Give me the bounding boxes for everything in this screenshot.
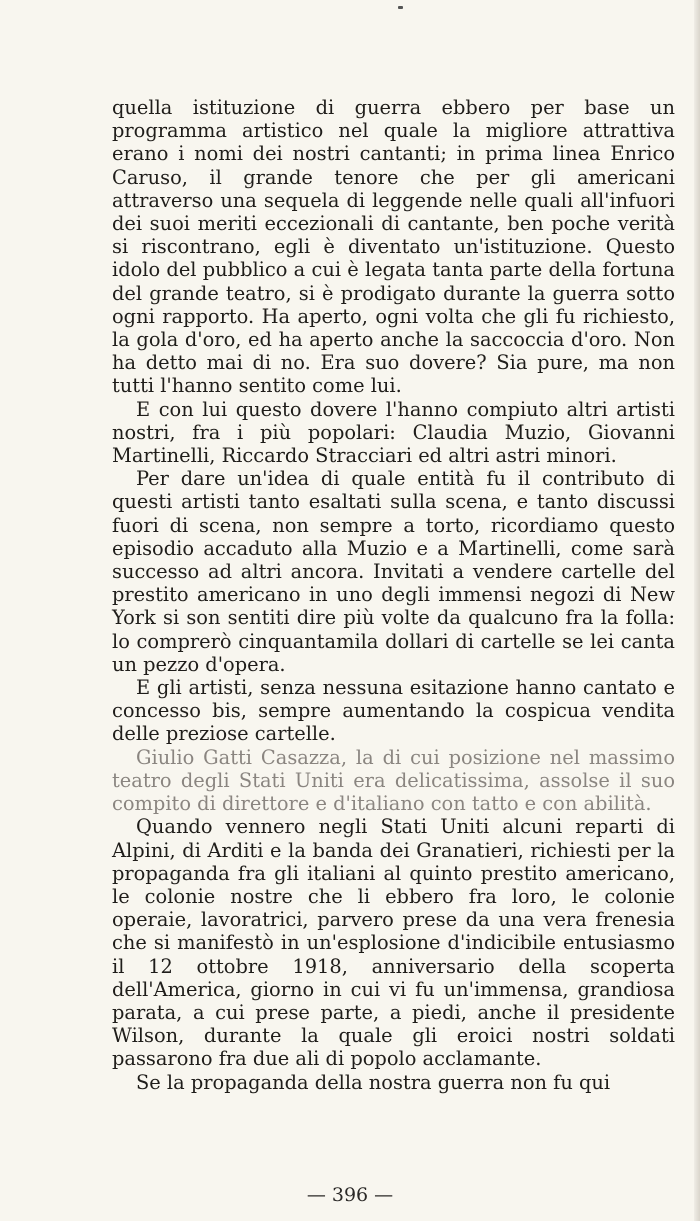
printer-mark [398, 6, 403, 9]
page-number: — 396 — [306, 1184, 394, 1206]
paragraph-3: Per dare un'idea di quale entità fu il contributo di questi artisti tanto esaltati sulla scena, e tanto discussi fuori di scena, non sempre a torto, ricordiamo questo episodio accaduto alla Muzio e a Martinelli, come sarà successo ad altri ancora. Invitati a vendere cartelle del prestito americano in uno degli immensi negozi di New York si son sentiti dire più volte da qualcuno fra la folla: lo comprerò cinquantamila dollari di cartelle se lei canta un pezzo d'opera. [112, 467, 675, 676]
paragraph-2: E con lui questo dovere l'hanno compiuto altri artisti nostri, fra i più popolari: Claudia Muzio, Giovanni Martinelli, Riccardo Stracciari ed altri astri minori. [112, 397, 675, 468]
body-text [112, 96, 675, 1094]
paragraph-5: Giulio Gatti Casazza, la di cui posizione nel massimo teatro degli Stati Uniti era delicatissima, assolse il suo compito di direttore e d'italiano con tatto e con abilità. [112, 745, 675, 816]
paragraph-4: E gli artisti, senza nessuna esitazione hanno cantato e concesso bis, sempre aumentando la cospicua vendita delle preziose cartelle. [112, 676, 675, 746]
paragraph-6: Quando vennero negli Stati Uniti alcuni reparti di Alpini, di Arditi e la banda dei Granatieri, richiesti per la propaganda fra gli italiani al quinto prestito americano, le colonie nostre che li ebbero fra loro, le colonie operaie, lavoratrici, parvero prese da una vera frenesia che si manifestò in un'esplosione d'indicibile entusiasmo il 12 ottobre 1918, anniversario della scoperta dell'America, giorno in cui vi fu un'immensa, grandiosa parata, a cui prese parte, a piedi, anche il presidente Wilson, durante la quale gli eroici nostri soldati passarono fra due ali di popolo acclamante. [112, 815, 675, 1071]
paragraph-7: Se la propaganda della nostra guerra non fu qui [136, 1070, 611, 1094]
page-edge [694, 0, 700, 1221]
paragraph-1: quella istituzione di guerra ebbero per base un programma artistico nel quale la migliore attrattiva erano i nomi dei nostri cantanti; in prima linea Enrico Caruso, il grande tenore che per gli americani attraverso una sequela di leggende nelle quali all'infuori dei suoi meriti eccezionali di cantante, ben poche verità si riscontrano, egli è diventato un'istituzione. Questo idolo del pubblico a cui è legata tanta parte della fortuna del grande teatro, si è prodigato durante la guerra sotto ogni rapporto. Ha aperto, ogni volta che gli fu richiesto, la gola d'oro, ed ha aperto anche la saccoccia d'oro. Non ha detto mai di no. Era suo dovere? Sia pure, ma non tutti l'hanno sentito come lui. [112, 96, 675, 398]
